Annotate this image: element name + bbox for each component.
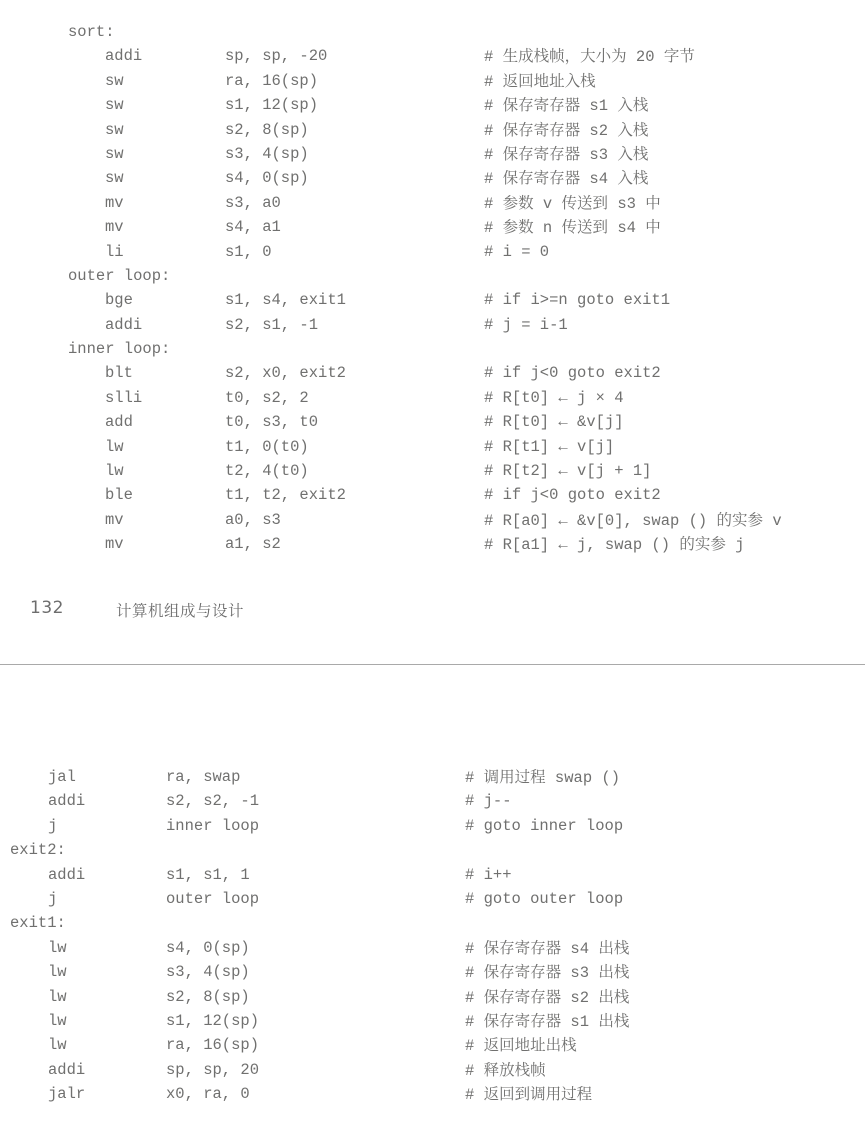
page-number: 132 — [30, 598, 64, 618]
code-operands: sp, sp, 20 — [166, 1060, 260, 1079]
code-comment: # i++ — [465, 865, 512, 884]
code-mnemonic: sw — [105, 96, 124, 115]
code-comment: # 保存寄存器 s2 出栈 — [465, 987, 630, 1007]
code-comment: # R[t0] ← j × 4 — [484, 388, 624, 407]
code-operands: sp, sp, -20 — [225, 47, 328, 66]
code-comment: # 释放栈帧 — [465, 1060, 546, 1080]
code-operands: s1, 0 — [225, 242, 272, 261]
code-comment: # 返回到调用过程 — [465, 1085, 593, 1105]
code-mnemonic: addi — [48, 865, 86, 884]
code-operands: s3, 4(sp) — [166, 963, 250, 982]
code-mnemonic: sw — [105, 144, 124, 163]
code-label: exit1: — [10, 914, 66, 933]
code-operands: t0, s3, t0 — [225, 413, 319, 432]
code-comment: # if j<0 goto exit2 — [484, 486, 661, 505]
code-mnemonic: addi — [48, 1060, 86, 1079]
code-mnemonic: bge — [105, 291, 133, 310]
code-comment: # R[t0] ← &v[j] — [484, 413, 624, 432]
code-operands: s2, s1, -1 — [225, 315, 319, 334]
code-operands: s1, s4, exit1 — [225, 291, 346, 310]
code-operands: ra, swap — [166, 768, 241, 786]
code-mnemonic: sw — [105, 120, 124, 139]
code-operands: s3, a0 — [225, 193, 281, 212]
code-comment: # 调用过程 swap () — [465, 768, 621, 787]
code-operands: s1, s1, 1 — [166, 865, 250, 884]
code-mnemonic: jalr — [48, 1085, 86, 1104]
page-footer — [0, 598, 865, 624]
code-operands: a1, s2 — [225, 535, 281, 554]
code-comment: # R[t1] ← v[j] — [484, 437, 615, 456]
code-operands: s2, x0, exit2 — [225, 364, 346, 383]
code-operands: s2, 8(sp) — [166, 987, 250, 1006]
code-comment: # 返回地址入栈 — [484, 71, 596, 91]
code-comment: # 保存寄存器 s3 出栈 — [465, 963, 630, 983]
book-title: 计算机组成与设计 — [116, 602, 245, 620]
code-mnemonic: mv — [105, 218, 124, 237]
code-mnemonic: li — [105, 242, 124, 261]
code-mnemonic: jal — [48, 768, 76, 786]
code-comment: # goto inner loop — [465, 816, 624, 835]
code-comment: # if i>=n goto exit1 — [484, 291, 671, 310]
code-operands: s1, 12(sp) — [166, 1011, 260, 1030]
code-mnemonic: lw — [48, 1011, 67, 1030]
code-label: exit2: — [10, 841, 66, 860]
code-comment: # 返回地址出栈 — [465, 1036, 577, 1056]
code-operands: t1, t2, exit2 — [225, 486, 346, 505]
code-operands: t0, s2, 2 — [225, 388, 309, 407]
code-mnemonic: addi — [105, 47, 143, 66]
code-operands: s4, 0(sp) — [225, 169, 309, 188]
code-comment: # 保存寄存器 s4 入栈 — [484, 169, 649, 189]
code-mnemonic: lw — [48, 987, 67, 1006]
code-comment: # 保存寄存器 s4 出栈 — [465, 938, 630, 958]
code-comment: # 保存寄存器 s1 入栈 — [484, 96, 649, 116]
code-mnemonic: lw — [48, 938, 67, 957]
code-mnemonic: j — [48, 889, 58, 908]
code-operands: ra, 16(sp) — [225, 71, 319, 90]
code-comment: # 参数 v 传送到 s3 中 — [484, 193, 661, 213]
code-operands: x0, ra, 0 — [166, 1085, 250, 1104]
code-operands: s2, 8(sp) — [225, 120, 309, 139]
code-comment: # R[t2] ← v[j + 1] — [484, 462, 652, 481]
code-comment: # if j<0 goto exit2 — [484, 364, 661, 383]
code-mnemonic: mv — [105, 510, 124, 529]
code-mnemonic: addi — [48, 792, 86, 811]
code-label: inner loop: — [68, 340, 171, 359]
code-operands: t1, 0(t0) — [225, 437, 309, 456]
page-separator-rule — [0, 664, 865, 665]
code-mnemonic: blt — [105, 364, 133, 383]
code-comment: # j = i-1 — [484, 315, 568, 334]
code-comment: # goto outer loop — [465, 889, 624, 908]
code-operands: t2, 4(t0) — [225, 462, 309, 481]
code-mnemonic: lw — [105, 437, 124, 456]
code-mnemonic: mv — [105, 535, 124, 554]
code-mnemonic: add — [105, 413, 133, 432]
code-mnemonic: mv — [105, 193, 124, 212]
code-operands: ra, 16(sp) — [166, 1036, 260, 1055]
code-operands: s4, a1 — [225, 218, 281, 237]
code-mnemonic: slli — [105, 388, 143, 407]
code-label: sort: — [68, 23, 115, 41]
code-comment: # 保存寄存器 s2 入栈 — [484, 120, 649, 140]
code-operands: s1, 12(sp) — [225, 96, 319, 115]
code-operands: s4, 0(sp) — [166, 938, 250, 957]
code-operands: inner loop — [166, 816, 260, 835]
code-comment: # 保存寄存器 s3 入栈 — [484, 144, 649, 164]
code-mnemonic: lw — [105, 462, 124, 481]
code-comment: # R[a0] ← &v[0], swap () 的实参 v — [484, 510, 782, 530]
code-mnemonic: addi — [105, 315, 143, 334]
code-operands: s3, 4(sp) — [225, 144, 309, 163]
code-comment: # 参数 n 传送到 s4 中 — [484, 218, 661, 238]
code-operands: outer loop — [166, 889, 260, 908]
code-operands: s2, s2, -1 — [166, 792, 260, 811]
code-comment: # R[a1] ← j, swap () 的实参 j — [484, 535, 745, 555]
code-mnemonic: lw — [48, 963, 67, 982]
code-mnemonic: lw — [48, 1036, 67, 1055]
code-comment: # 生成栈帧，大小为 20 字节 — [484, 47, 695, 67]
code-comment: # i = 0 — [484, 242, 550, 261]
code-label: outer loop: — [68, 266, 171, 285]
code-comment: # 保存寄存器 s1 出栈 — [465, 1011, 630, 1031]
code-operands: a0, s3 — [225, 510, 281, 529]
code-comment: # j-- — [465, 792, 512, 811]
code-mnemonic: sw — [105, 71, 124, 90]
code-mnemonic: ble — [105, 486, 133, 505]
code-mnemonic: sw — [105, 169, 124, 188]
code-mnemonic: j — [48, 816, 58, 835]
